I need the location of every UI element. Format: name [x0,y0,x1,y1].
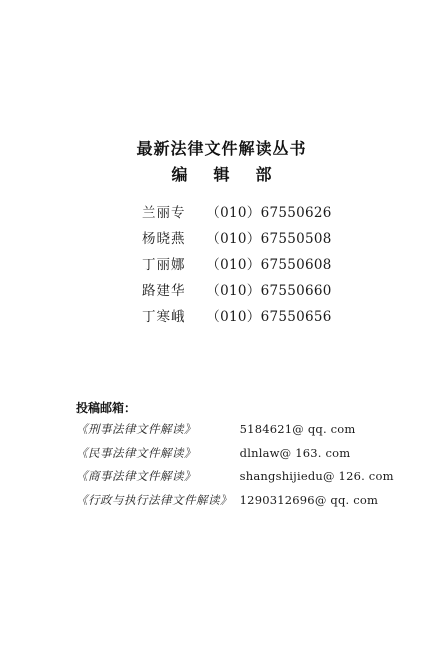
contact-row [142,278,402,304]
contact-name: 丁丽娜 [142,257,186,273]
contact-name: 路建华 [142,283,186,299]
contact-phone: （010）67550508 [206,231,332,247]
contact-phone: （010）67550608 [206,257,332,273]
series-title: 最新法律文件解读丛书 [136,139,307,158]
contact-row [142,226,402,252]
email-address: 1290312696@ qq. com [239,492,379,507]
book-title: 《民事法律文件解读》 [76,445,196,460]
contact-name: 兰丽专 [142,205,186,221]
book-title: 《刑事法律文件解读》 [76,422,196,436]
book-title: 《行政与执行法律文件解读》 [76,492,232,507]
contact-phone: （010）67550626 [206,205,332,221]
contact-phone: （010）67550660 [206,283,332,299]
submission-email-list [76,418,416,512]
contact-name: 丁寒峨 [142,309,186,325]
email-row [76,442,416,466]
editorial-department-title: 编辑部 [171,165,298,184]
book-title: 《商事法律文件解读》 [76,469,196,483]
email-address: 5184621@ qq. com [239,422,356,436]
email-address: shangshijiedu@ 126. com [239,469,394,483]
contact-row [142,200,402,226]
submission-email-heading: 投稿邮箱： [76,401,137,415]
email-address: dlnlaw@ 163. com [239,445,351,460]
email-row [76,465,416,489]
contact-row [142,252,402,278]
contact-list [142,200,402,330]
contact-name: 杨晓燕 [142,231,186,247]
contact-row [142,304,402,330]
email-row [76,489,416,513]
email-row [76,418,416,442]
contact-phone: （010）67550656 [206,309,332,325]
